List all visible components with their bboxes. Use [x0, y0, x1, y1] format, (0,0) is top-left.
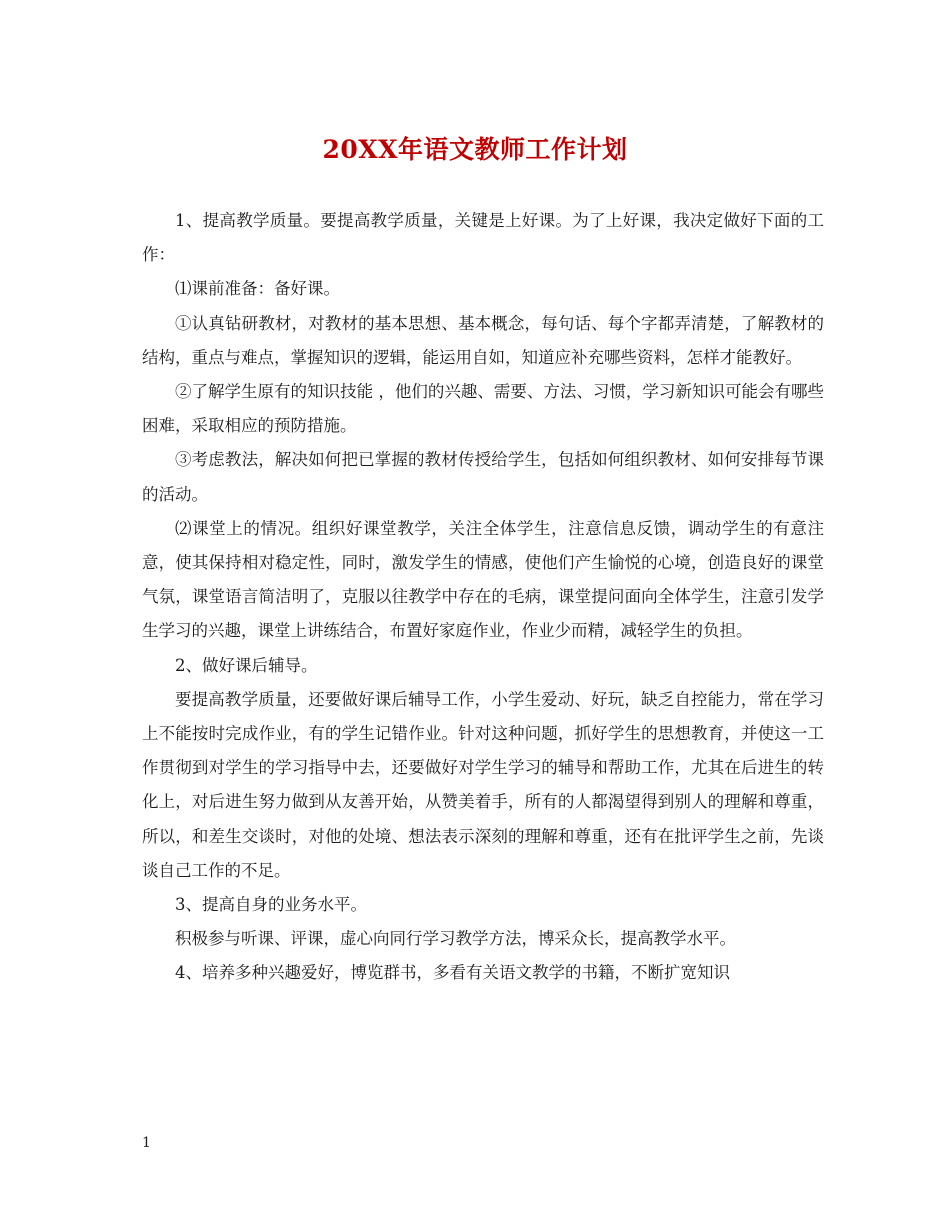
paragraph: 4、培养多种兴趣爱好，博览群书，多看有关语文教学的书籍，不断扩宽知识: [175, 963, 730, 983]
paragraph: 1、提高教学质量。要提高教学质量，关键是上好课。为了上好课，我决定做好下面的工作：: [142, 211, 824, 265]
page-number: 1: [142, 1135, 151, 1151]
document-body: [142, 204, 824, 991]
paragraph: ①认真钻研教材，对教材的基本思想、基本概念，每句话、每个字都弄清楚，了解教材的结构，重点与难点，掌握知识的逻辑，能运用自如，知道应补充哪些资料，怎样才能教好。: [142, 313, 824, 367]
paragraph: 3、提高自身的业务水平。: [175, 895, 367, 915]
paragraph: ⑴课前准备：备好课。: [175, 279, 340, 299]
document-title: 20XX年语文教师工作计划: [322, 135, 628, 164]
paragraph: 积极参与听课、评课，虚心向同行学习教学方法，博采众长，提高教学水平。: [175, 929, 736, 949]
paragraph: 要提高教学质量，还要做好课后辅导工作，小学生爱动、好玩，缺乏自控能力，常在学习上不能按时完成作业，有的学生记错作业。针对这种问题，抓好学生的思想教育，并使这一工作贯彻到对学生的学习指导中去，还要做好对学生学习的辅导和帮助工作，尤其在后进生的转化上，对后进生努力做到从友善开始，从赞美着手，所有的人都渴望得到别人的理解和尊重，所以，和差生交谈时，对他的处境、想法表示深刻的理解和尊重，还有在批评学生之前，先谈谈自己工作的不足。: [142, 689, 824, 880]
paragraph: ⑵课堂上的情况。组织好课堂教学，关注全体学生，注意信息反馈，调动学生的有意注意，使其保持相对稳定性，同时，激发学生的情感，使他们产生愉悦的心境，创造良好的课堂气氛，课堂语言简洁明了，克服以往教学中存在的毛病，课堂提问面向全体学生，注意引发学生学习的兴趣，课堂上讲练结合，布置好家庭作业，作业少而精，减轻学生的负担。: [142, 518, 824, 641]
paragraph: 2、做好课后辅导。: [175, 655, 318, 675]
paragraph: ③考虑教法，解决如何把已掌握的教材传授给学生，包括如何组织教材、如何安排每节课的活动。: [142, 450, 824, 504]
paragraph: ②了解学生原有的知识技能 ，他们的兴趣、需要、方法、习惯，学习新知识可能会有哪些困难，采取相应的预防措施。: [142, 382, 824, 436]
